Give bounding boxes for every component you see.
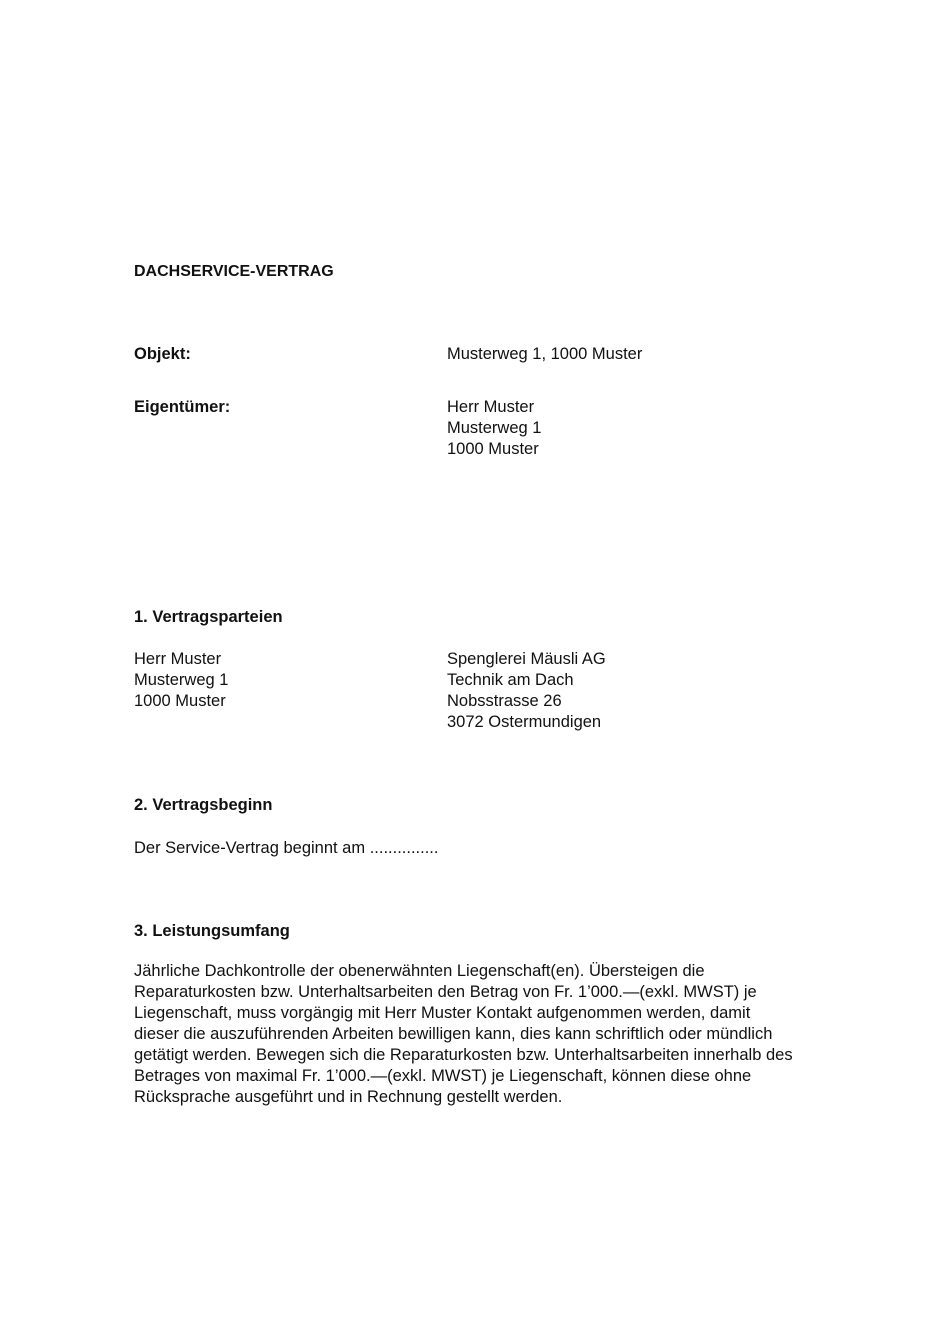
paragraph-line: Jährliche Dachkontrolle der obenerwähnten Liegenschaft(en). Übersteigen die	[134, 962, 705, 980]
paragraph-line: Liegenschaft, muss vorgängig mit Herr Muster Kontakt aufgenommen werden, damit	[134, 1004, 751, 1022]
objekt-value: Musterweg 1, 1000 Muster	[447, 345, 643, 363]
objekt-label: Objekt:	[134, 345, 191, 363]
eigentuemer-line: Herr Muster	[447, 398, 535, 416]
paragraph-line: getätigt werden. Bewegen sich die Reparaturkosten bzw. Unterhaltsarbeiten innerhalb des	[134, 1046, 793, 1064]
paragraph-line: Betrages von maximal Fr. 1’000.—(exkl. MWST) je Liegenschaft, können diese ohne	[134, 1067, 752, 1085]
leistungsumfang-paragraph	[134, 961, 834, 1108]
document-title: DACHSERVICE-VERTRAG	[134, 263, 334, 280]
party-right-line: Spenglerei Mäusli AG	[447, 650, 606, 668]
section-heading-vertragsbeginn: 2. Vertragsbeginn	[134, 796, 273, 814]
section-heading-vertragsparteien: 1. Vertragsparteien	[134, 608, 283, 626]
party-left-line: Musterweg 1	[134, 671, 229, 689]
eigentuemer-line: Musterweg 1	[447, 419, 542, 437]
party-right-line: Nobsstrasse 26	[447, 692, 562, 710]
paragraph-line: Reparaturkosten bzw. Unterhaltsarbeiten den Betrag von Fr. 1’000.—(exkl. MWST) je	[134, 983, 757, 1001]
paragraph-line: dieser die auszuführenden Arbeiten bewilligen kann, dies kann schriftlich oder mündlich	[134, 1025, 773, 1043]
paragraph-line: Rücksprache ausgeführt und in Rechnung gestellt werden.	[134, 1088, 563, 1106]
party-left-line: Herr Muster	[134, 650, 222, 668]
eigentuemer-line: 1000 Muster	[447, 440, 539, 458]
eigentuemer-label: Eigentümer:	[134, 398, 231, 416]
section-heading-leistungsumfang: 3. Leistungsumfang	[134, 922, 290, 940]
party-right-line: Technik am Dach	[447, 671, 574, 689]
party-right-line: 3072 Ostermundigen	[447, 713, 602, 731]
vertragsbeginn-text: Der Service-Vertrag beginnt am ...............	[134, 839, 439, 857]
party-left-line: 1000 Muster	[134, 692, 226, 710]
